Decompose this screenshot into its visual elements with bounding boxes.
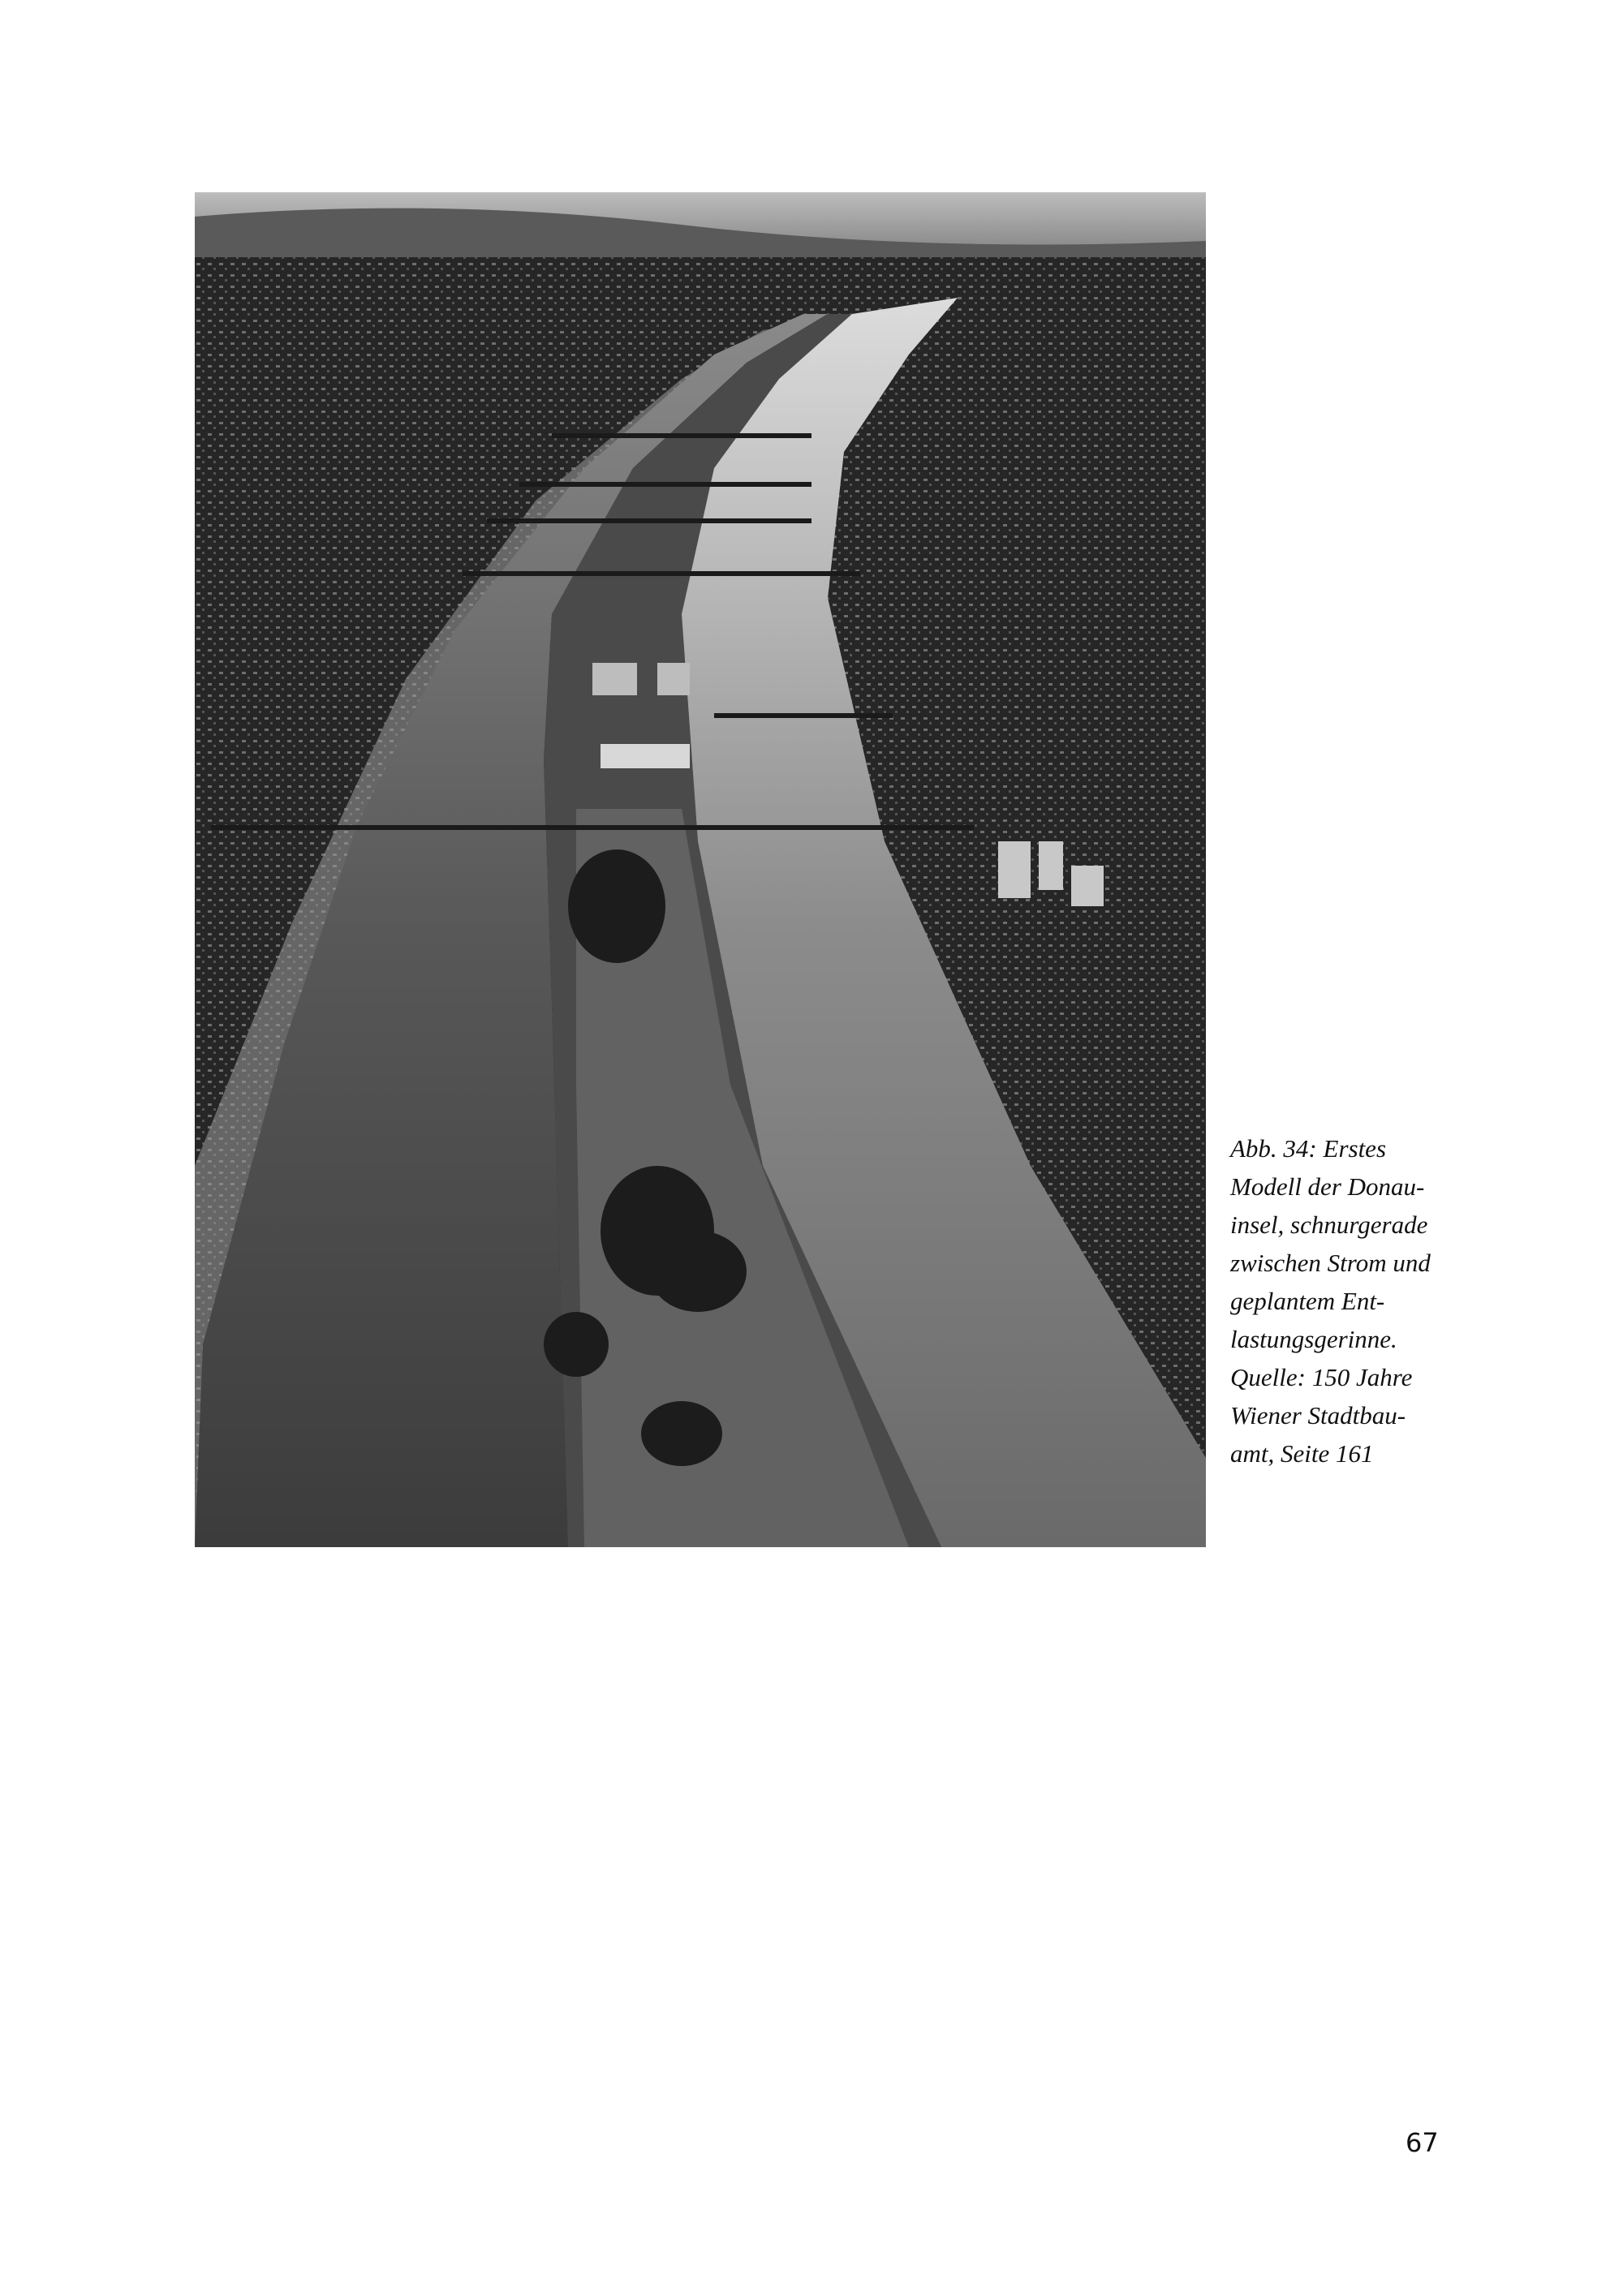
caption-line: zwischen Strom und bbox=[1230, 1249, 1431, 1277]
caption-line: Modell der Donau- bbox=[1230, 1172, 1425, 1201]
caption-line: insel, schnurgerade bbox=[1230, 1210, 1428, 1239]
caption-line: lastungsgerinne. bbox=[1230, 1325, 1397, 1353]
caption-line: Wiener Stadtbau- bbox=[1230, 1401, 1406, 1430]
caption-line: Abb. 34: Erstes bbox=[1230, 1134, 1387, 1163]
aerial-photo-danube-island-model bbox=[195, 192, 1206, 1547]
photo-illustration bbox=[195, 192, 1206, 1547]
figure-caption bbox=[1230, 1129, 1474, 1473]
caption-line: geplantem Ent- bbox=[1230, 1287, 1385, 1315]
caption-line: amt, Seite 161 bbox=[1230, 1439, 1374, 1468]
page-number: 67 bbox=[1406, 2127, 1439, 2158]
caption-line: Quelle: 150 Jahre bbox=[1230, 1363, 1413, 1391]
